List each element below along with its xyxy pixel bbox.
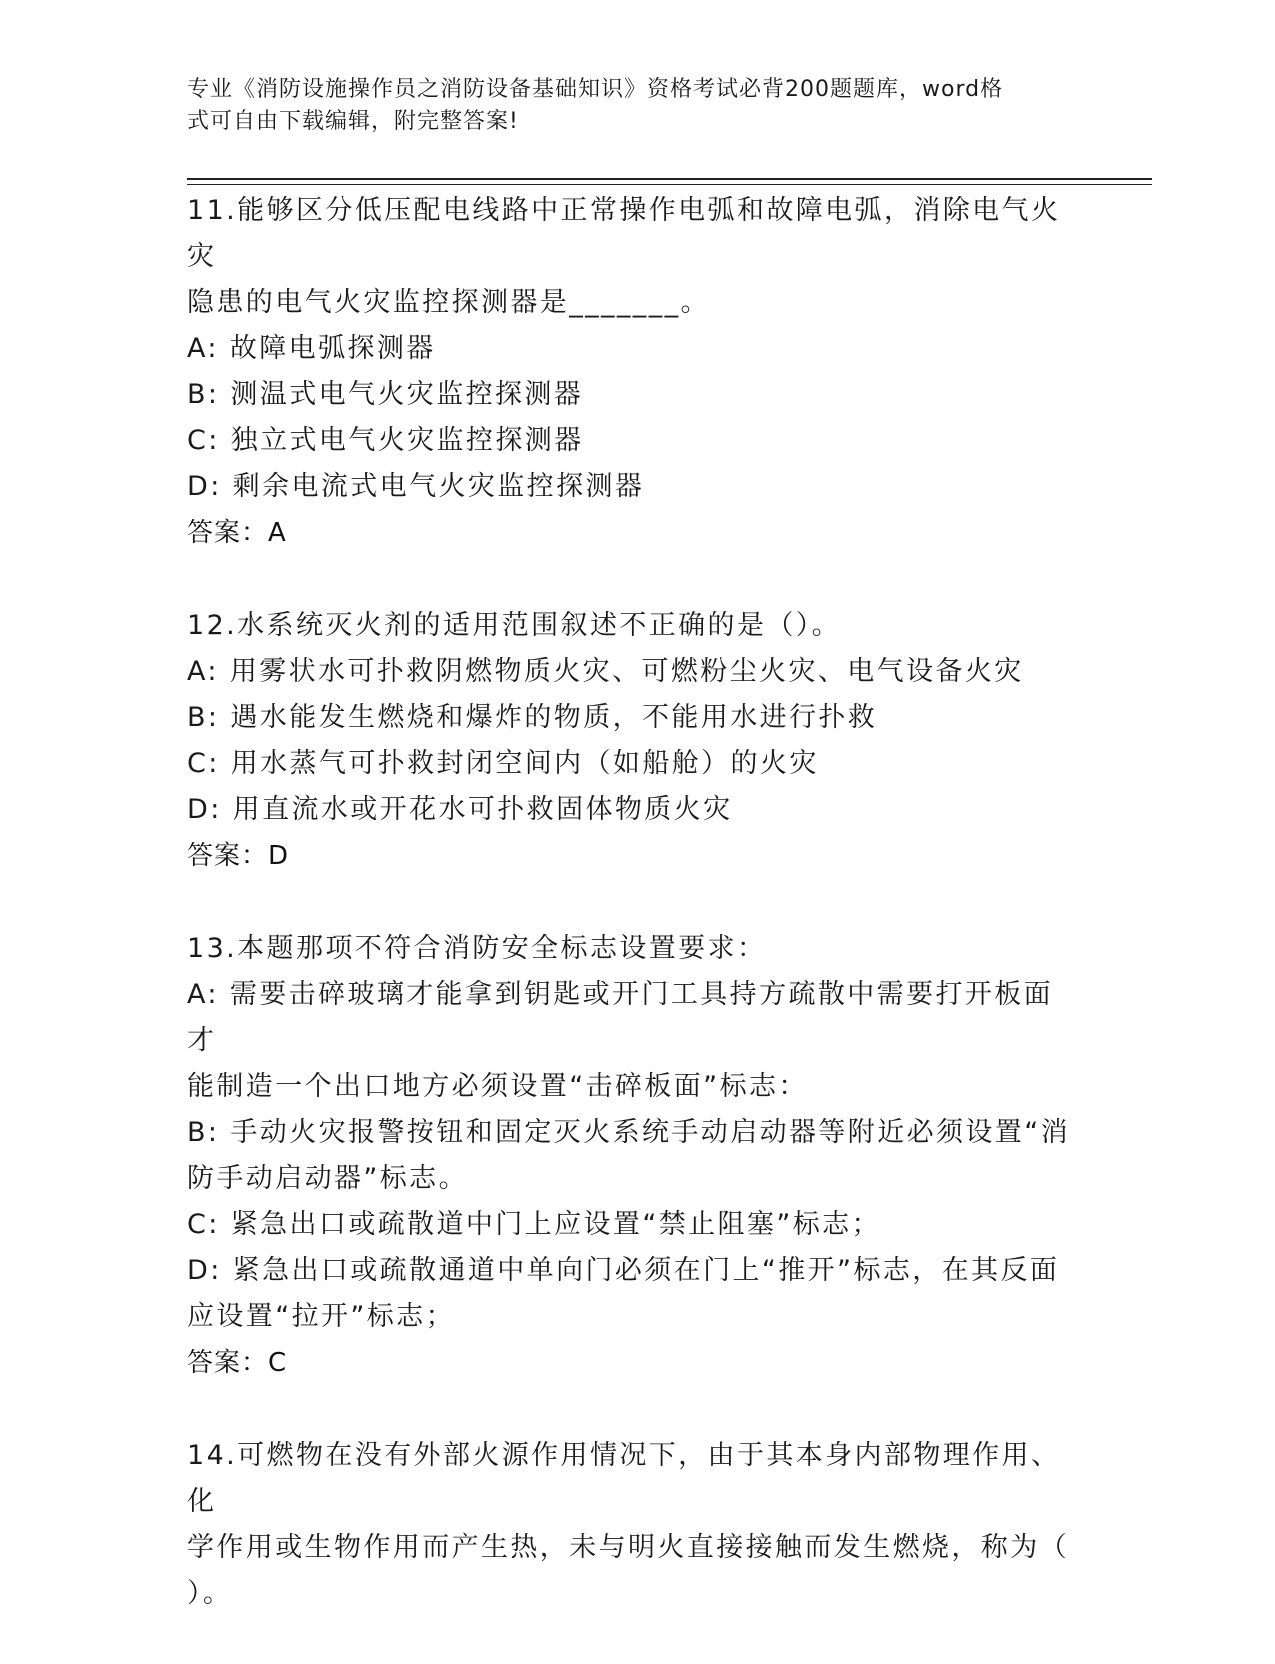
option-b: B: 手动火灾报警按钮和固定灭火系统手动启动器等附近必须设置“消 [187, 1117, 1070, 1148]
header-divider-thin [187, 184, 1152, 185]
question-stem: 11.能够区分低压配电线路中正常操作电弧和故障电弧，消除电气火灾 [187, 195, 1061, 272]
question-14 [187, 1433, 1077, 1617]
question-stem: ）。 [187, 1578, 233, 1609]
answer-label: 答案：A [187, 518, 287, 548]
answer-label: 答案：D [187, 841, 290, 871]
question-stem: 14.可燃物在没有外部火源作用情况下，由于其本身内部物理作用、化 [187, 1440, 1061, 1517]
question-stem: 13.本题那项不符合消防安全标志设置要求： [187, 933, 767, 964]
question-stem: 隐患的电气火灾监控探测器是_______。 [187, 287, 710, 318]
question-12 [187, 603, 1077, 879]
option-d: D: 紧急出口或疏散通道中单向门必须在门上“推开”标志，在其反面 [187, 1255, 1060, 1286]
option-d-continued: 应设置“拉开”标志； [187, 1301, 455, 1332]
question-stem: 12.水系统灭火剂的适用范围叙述不正确的是（）。 [187, 610, 842, 641]
option-d: D: 用直流水或开花水可扑救固体物质火灾 [187, 794, 733, 825]
document-header [187, 74, 1067, 138]
header-divider-thick [187, 178, 1152, 180]
option-c: C: 独立式电气火灾监控探测器 [187, 425, 584, 456]
option-a: A: 故障电弧探测器 [187, 333, 436, 364]
option-b: B: 测温式电气火灾监控探测器 [187, 379, 584, 410]
option-a: A: 用雾状水可扑救阴燃物质火灾、可燃粉尘火灾、电气设备火灾 [187, 656, 1024, 687]
option-d: D: 剩余电流式电气火灾监控探测器 [187, 471, 645, 502]
question-stem: 学作用或生物作用而产生热，未与明火直接接触而发生燃烧，称为（ [187, 1532, 1069, 1563]
answer-label: 答案：C [187, 1348, 288, 1378]
option-c: C: 紧急出口或疏散道中门上应设置“禁止阻塞”标志； [187, 1209, 881, 1240]
option-c: C: 用水蒸气可扑救封闭空间内（如船舱）的火灾 [187, 748, 819, 779]
option-b: B: 遇水能发生燃烧和爆炸的物质，不能用水进行扑救 [187, 702, 878, 733]
option-b-continued: 防手动启动器”标志。 [187, 1163, 468, 1194]
header-line-1: 专业《消防设施操作员之消防设备基础知识》资格考试必背200题题库，word格 [187, 77, 1004, 102]
header-line-2: 式可自由下载编辑，附完整答案! [187, 109, 519, 134]
question-list [187, 188, 1077, 1664]
option-a: A: 需要击碎玻璃才能拿到钥匙或开门工具持方疏散中需要打开板面才 [187, 979, 1054, 1056]
option-a-continued: 能制造一个出口地方必须设置“击碎板面”标志： [187, 1071, 808, 1102]
question-11 [187, 188, 1077, 556]
question-13 [187, 926, 1077, 1386]
